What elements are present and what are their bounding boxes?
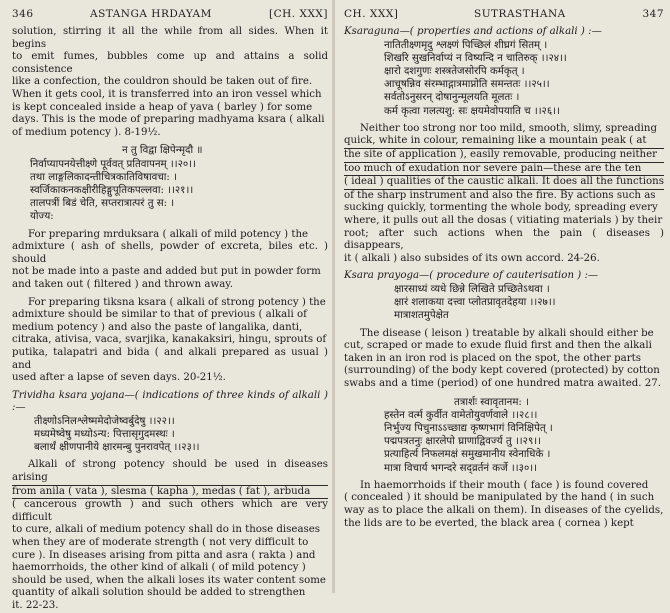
verse-line: मात्राशतमुपेक्षेत (394, 310, 449, 322)
chapter-label: [CH. XXX] (269, 8, 328, 20)
section-heading: Ksaraguna—( properties and actions of alkali ) :— (344, 26, 602, 37)
verse-line: क्षारसाध्यं व्यधे छिन्ने लिखिते प्रच्छितेऽथवा । (394, 283, 550, 295)
paragraph (344, 123, 664, 266)
text-line: medium potency ) and also the paste of langalika, danti, (12, 321, 303, 333)
verse-line: सर्वतोऽनुसरन् दोषानुन्मूलयति मूलतः । (384, 92, 520, 104)
left-page (0, 0, 334, 612)
verse-line: बलार्थं क्षीणपानीये क्षारमन्बु पुनरावपेत् ।।२३।। (34, 442, 200, 454)
text-line: days. This is the mode of preparing madhyama ksara ( alkali (12, 114, 325, 126)
text-line: and taken out ( filtered ) and thrown away. (12, 278, 233, 290)
verse-line: हस्तेन वर्त्म कुर्वीत वामेतोयुवर्णवाले ।।२८।। (384, 409, 538, 421)
text-line: Alkali of strong potency should be used in diseases arising (12, 459, 328, 485)
text-line: haemorrhoids, the other kind of alkali ( of mild potency ) (12, 562, 306, 574)
text-line: solution, stirring it all the while from all sides. When it begins (12, 26, 328, 50)
text-line: it ( alkali ) also subsides of its own accord. 24-26. (344, 252, 600, 264)
text-line: ( ideal ) qualities of the caustic alkali. It does all the functions (344, 176, 664, 190)
text-line: should be used, when the alkali loses its water content some (12, 574, 326, 586)
text-line: swabs and a time (period) of one hundred matra awaited. 27. (344, 377, 661, 389)
verse-line: प्रत्याहिर्त्य निफलमक्षं समुखमानीय स्वेनाधिके । (384, 449, 551, 461)
text-line: too much of exudation nor severe pain—these are the ten (344, 163, 664, 177)
right-page-header (344, 6, 664, 26)
section-heading: Trividha ksara yojana—( indications of three kinds of alkali ) :— (12, 389, 328, 414)
text-line: admixture ( ash of shells, powder of excreta, biles etc. ) should (12, 241, 328, 265)
text-line: For preparing mrduksara ( alkali of mild potency ) the (28, 228, 309, 240)
verse-line: न तु विद्वा क्षिपेन्मृदौ ॥ (122, 145, 203, 157)
text-line: When it gets cool, it is transferred into an iron vessel which (12, 88, 322, 100)
text-line: admixture should be similar to that of previous ( alkali of (12, 309, 307, 321)
text-line: ( cancerous growth ) and such others which are very difficult (12, 499, 328, 523)
paragraph (12, 229, 328, 292)
verse-line: पद्मपत्रतनुः क्षारलेपो घ्राणाद्विवर्ज्य तु ।।२९।। (384, 436, 541, 448)
sanskrit-verse (344, 39, 664, 118)
text-line: taken in an iron rod is placed on the spot, the other parts (344, 352, 641, 364)
running-title: SUTRASTHANA (474, 8, 566, 20)
text-line: way as to place the alkali on them). In diseases of the cyelids, (344, 504, 664, 516)
text-line: cut, scraped or made to exude fluid first and then the alkali (344, 340, 652, 352)
text-line: used after a lapse of seven days. 20-21½. (12, 372, 226, 384)
text-line: where, it pulls out all the dosas ( vitiating materials ) by their (344, 214, 663, 226)
text-line: from anila ( vata ), slesma ( kapha ), medas ( fat ), arbuda (12, 486, 328, 500)
right-page (334, 0, 670, 593)
sanskrit-verse (344, 396, 664, 475)
left-page-header (12, 6, 328, 26)
text-line: cure ). In diseases arising from pitta and asra ( rakta ) and (12, 549, 316, 561)
verse-line: क्षारो दशगुणः शस्त्रतेजसोरपि कर्मकृत् । (384, 66, 525, 77)
text-line: not be made into a paste and added but put in powder form (12, 266, 321, 278)
paragraph (12, 26, 328, 139)
text-line: Neither too strong nor too mild, smooth, slimy, spreading (360, 122, 657, 134)
section-heading: Ksara prayoga—( procedure of cauterisation ) :— (344, 270, 599, 282)
chapter-label: CH. XXX] (344, 8, 399, 20)
text-line: The disease ( leison ) treatable by alkali should either be (360, 327, 654, 339)
text-line: the lids are to be everted, the black area ( cornea ) kept (344, 517, 634, 529)
verse-line: स्वर्जिकाकनकक्षीरीहिङ्गुपूतिकपल्लवा: ।।२१।। (30, 184, 194, 196)
text-line: quick, white in colour, remaining like a mountain peak ( at (344, 135, 664, 149)
verse-line: तत्रार्शः स्वावृतानम: । (454, 396, 529, 408)
verse-line: योज्य: (30, 211, 54, 223)
text-line: For preparing tiksna ksara ( alkali of strong potency ) the (28, 296, 326, 308)
text-line: (surrounding) of the body kept covered (protected) by cotton (344, 365, 660, 377)
paragraph (344, 480, 664, 530)
text-line: putika, talapatri and bida ( and alkali prepared as usual ) and (12, 346, 328, 371)
verse-line: नातितीक्ष्णमृदु श्लक्ष्णं पिच्छिलं शीघ्रगं सितम् । (384, 39, 548, 51)
paragraph (12, 297, 328, 385)
text-line: root; after such actions when the pain ( diseases ) disappears, (344, 227, 664, 252)
verse-line: मात्रा विचार्य भगन्दरे सद्व्रर्तनं कर्जे ।।३०।। (384, 462, 537, 474)
verse-line: कर्म कृत्वा गलत्यशु: सः क्षयमेवोपयाति च ।।२६।। (384, 105, 560, 117)
verse-line: तथा लाङ्गलिकादन्तीचित्रकातिविषावचा: । (30, 171, 177, 183)
paragraph (12, 459, 328, 612)
text-line: citraka, ativisa, vaca, svarjika, kanakaksiri, hingu, sprouts of (12, 334, 327, 346)
text-line: to cure, alkali of medium potency shall do in those diseases (12, 524, 320, 536)
verse-line: निर्भुज्य पिचुनाऽऽच्छाद्य कृष्णभागं विनिक्षिपेत् । (384, 422, 553, 434)
text-line: it. 22-23. (12, 600, 59, 612)
sanskrit-verse (12, 415, 328, 455)
verse-line: क्षारं शलाकया दत्त्वा प्लोतप्रावृतदेहया ।।२७।। (394, 297, 556, 309)
verse-line: तालपत्रीं बिडं चेति, सप्तरात्रात्परं तु स: । (30, 198, 175, 210)
verse-line: शिखरि सुखनिर्वाप्यं न विष्यन्दि न चातिरुक् ।।२४।। (384, 52, 567, 64)
text-line: of medium potency ). 8-19½. (12, 126, 161, 138)
text-line: like a confection, the couldron should be taken out of fire. (12, 76, 313, 88)
sanskrit-verse (344, 283, 664, 323)
running-title: ASTANGA HRDAYAM (90, 8, 212, 20)
text-line: of the sharp instrument and also the fire. By actions such as (344, 189, 656, 201)
page-number: 347 (642, 8, 664, 20)
paragraph (344, 328, 664, 391)
verse-line: तीक्ष्णोऽनिलश्लेष्ममेदोजेष्वर्बुदेषु ।।२२।। (34, 415, 175, 427)
verse-line: निर्वाप्यापनयेत्तीक्ष्णे पूर्ववत् प्रतिवापनम् ।।२०।। (30, 158, 196, 170)
text-line: the site of application ), easily removable, producing neither (344, 149, 664, 163)
verse-line: मध्यमेष्वेषु मध्योऽन्य: पित्तासृगुदमस्थः । (34, 429, 175, 441)
page-number: 346 (12, 8, 34, 20)
text-line: when they are of moderate strength ( not very difficult to (12, 537, 309, 549)
text-line: is kept concealed inside a heap of yava ( barley ) for some (12, 101, 313, 113)
text-line: ( concealed ) it should be manipulated by the hand ( in such (344, 492, 655, 504)
verse-line: आचूषन्निव संरम्भाद्गात्रमाप्नोति समन्ततः ।।२५।। (384, 79, 550, 91)
text-line: In haemorrhoids if their mouth ( face ) is found covered (360, 479, 649, 491)
sanskrit-verse (12, 144, 328, 223)
text-line: sucking quickly, tormenting the whole body, spreading every (344, 202, 658, 214)
text-line: to emit fumes, bubbles come up and attains a solid consistence (12, 51, 328, 75)
text-line: quantity of alkali solution should be added to strengthen (12, 587, 306, 599)
